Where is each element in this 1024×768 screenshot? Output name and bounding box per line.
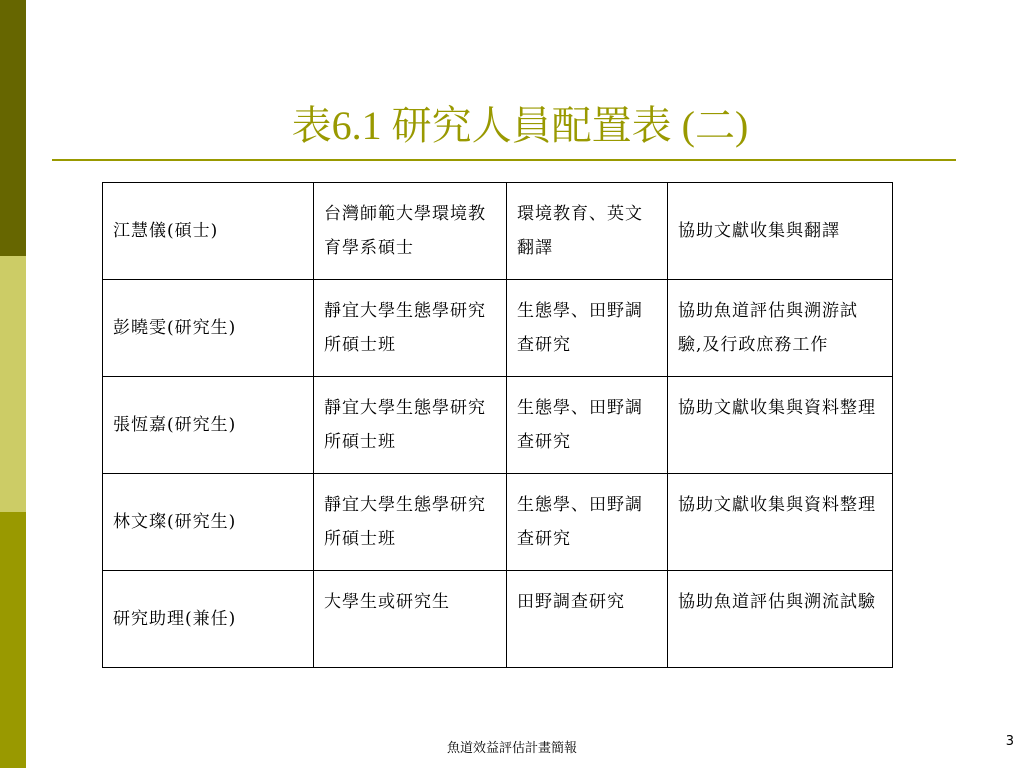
cell-name: 研究助理(兼任) (103, 571, 314, 668)
slide-footer: 魚道效益評估計畫簡報 (446, 741, 577, 756)
cell-task: 協助魚道評估與溯游試驗,及行政庶務工作 (668, 280, 893, 377)
cell-education: 靜宜大學生態學研究所碩士班 (314, 377, 507, 474)
slide-title: 表6.1 研究人員配置表 (二) (291, 103, 749, 148)
title-divider (52, 159, 956, 161)
side-bar-dark (0, 0, 26, 256)
cell-education: 大學生或研究生 (314, 571, 507, 668)
cell-education: 靜宜大學生態學研究所碩士班 (314, 280, 507, 377)
cell-name: 林文璨(研究生) (103, 474, 314, 571)
table-row (103, 183, 893, 280)
staff-table (102, 182, 893, 668)
cell-task: 協助文獻收集與資料整理 (668, 377, 893, 474)
cell-name: 彭曉雯(研究生) (103, 280, 314, 377)
cell-education: 台灣師範大學環境教育學系碩士 (314, 183, 507, 280)
table-row (103, 377, 893, 474)
table-row (103, 571, 893, 668)
cell-education: 靜宜大學生態學研究所碩士班 (314, 474, 507, 571)
cell-task: 協助魚道評估與溯流試驗 (668, 571, 893, 668)
cell-name: 張恆嘉(研究生) (103, 377, 314, 474)
table-row (103, 474, 893, 571)
cell-task: 協助文獻收集與翻譯 (668, 183, 893, 280)
cell-name: 江慧儀(碩士) (103, 183, 314, 280)
cell-specialty: 田野調查研究 (507, 571, 668, 668)
side-bar-mid (0, 512, 26, 768)
table-row (103, 280, 893, 377)
page-number: 3 (1005, 734, 1014, 749)
cell-specialty: 生態學、田野調查研究 (507, 280, 668, 377)
cell-task: 協助文獻收集與資料整理 (668, 474, 893, 571)
side-bar-light (0, 256, 26, 512)
cell-specialty: 生態學、田野調查研究 (507, 474, 668, 571)
cell-specialty: 環境教育、英文翻譯 (507, 183, 668, 280)
cell-specialty: 生態學、田野調查研究 (507, 377, 668, 474)
